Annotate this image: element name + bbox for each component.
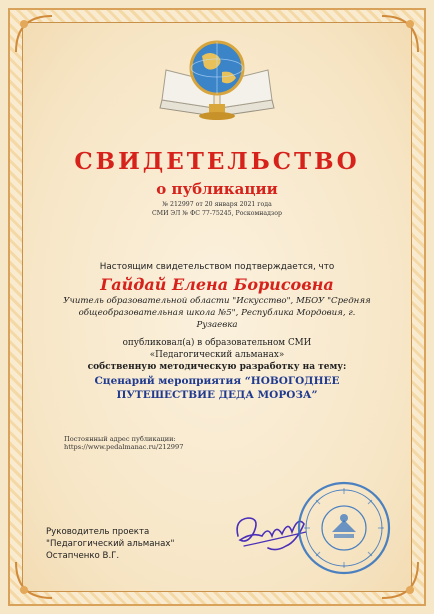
- recipient-name: Гайдай Елена Борисовна: [100, 275, 334, 294]
- globe-on-book-icon: [152, 30, 282, 122]
- address-label: Постоянный адрес публикации:: [64, 435, 176, 443]
- recipient-position: Учитель образовательной области "Искусство", МБОУ "Средняя общеобразовательная школа №5", Республика Мордовия, г. Рузаевка: [63, 296, 371, 330]
- work-description: собственную методическую разработку на тему:: [87, 362, 347, 372]
- corner-ornament-icon: [14, 560, 54, 600]
- media-name: «Педагогический альманах»: [149, 350, 285, 360]
- round-seal-icon: [296, 480, 392, 576]
- published-statement: опубликовал(а) в образовательном СМИ: [122, 338, 312, 348]
- signer-name: Остапченко В.Г.: [46, 551, 120, 561]
- signer-project: "Педагогический альманах": [46, 539, 175, 549]
- registration-number: № 212997 от 20 января 2021 года: [162, 201, 272, 208]
- confirmation-text: Настоящим свидетельством подтверждается, что: [99, 262, 335, 272]
- publication-url[interactable]: https://www.pedalmanac.ru/212997: [64, 443, 184, 451]
- certificate-subtitle: о публикации: [156, 180, 278, 198]
- signer-title: Руководитель проекта: [46, 527, 150, 537]
- corner-ornament-icon: [14, 14, 54, 54]
- publication-topic: Сценарий мероприятия “НОВОГОДНЕЕ ПУТЕШЕСТВИЕ ДЕДА МОРОЗА”: [94, 375, 340, 401]
- corner-ornament-icon: [380, 14, 420, 54]
- media-registration: СМИ ЭЛ № ФС 77-75245, Роскомнадзор: [152, 210, 282, 217]
- certificate-title: СВИДЕТЕЛЬСТВО: [74, 148, 360, 175]
